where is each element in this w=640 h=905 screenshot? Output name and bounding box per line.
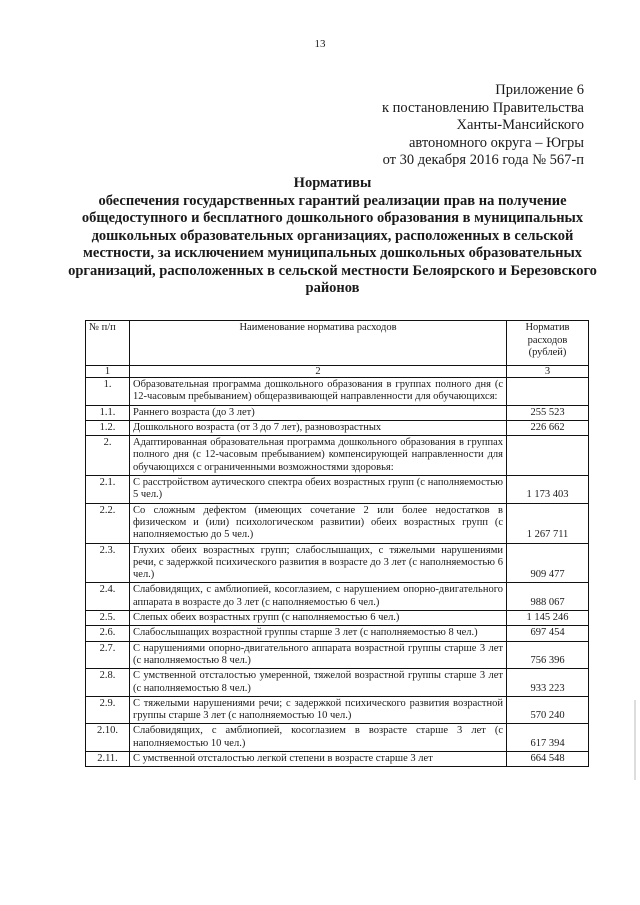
header-cell-name: Наименование норматива расходов — [130, 321, 507, 366]
table-row — [86, 405, 589, 420]
table-row — [86, 583, 589, 611]
annex-line: Ханты-Мансийского — [456, 117, 584, 133]
row-number-cell: 2.9. — [86, 696, 130, 724]
table-row — [86, 378, 589, 406]
row-name-cell: Со сложным дефектом (имеющих сочетание 2 или более недостатков в физическом и (или) психологическом развитии) обеих возрастных групп (с наполняемостью до 5 чел.) — [130, 503, 507, 543]
document-title — [60, 175, 605, 298]
row-number-cell: 2.8. — [86, 669, 130, 697]
row-name-cell: С тяжелыми нарушениями речи; с задержкой психического развития возрастной группы старше 3 лет (с наполняемостью 10 чел.) — [130, 696, 507, 724]
row-name-cell: Адаптированная образовательная программа дошкольного образования в группах полного дня (с 12-часовым пребыванием) компенсирующей направленности для обучающихся с ограниченными возможностями здоровья: — [130, 436, 507, 476]
row-name-cell: С нарушениями опорно-двигательного аппарата возрастной группы старше 3 лет (с наполняемостью 8 чел.) — [130, 641, 507, 669]
row-number-cell: 2.10. — [86, 724, 130, 752]
row-number-cell: 1.1. — [86, 405, 130, 420]
annex-block — [382, 82, 584, 170]
row-number-cell: 2.1. — [86, 476, 130, 504]
table-row — [86, 752, 589, 767]
scan-edge-mark — [634, 700, 636, 780]
row-number-cell: 1. — [86, 378, 130, 406]
index-cell: 2 — [130, 366, 507, 378]
row-number-cell: 2.5. — [86, 611, 130, 626]
row-value-cell: 664 548 — [507, 752, 589, 767]
row-name-cell: Раннего возраста (до 3 лет) — [130, 405, 507, 420]
row-name-cell: С умственной отсталостью легкой степени в возрасте старше 3 лет — [130, 752, 507, 767]
row-name-cell: С умственной отсталостью умеренной, тяжелой возрастной группы старше 3 лет (с наполняемостью 8 чел.) — [130, 669, 507, 697]
row-value-cell: 255 523 — [507, 405, 589, 420]
row-name-cell: Слабовидящих, с амблиопией, косоглазием в возрасте старше 3 лет (с наполняемостью 10 чел.) — [130, 724, 507, 752]
page-number: 13 — [314, 38, 326, 50]
table-row — [86, 611, 589, 626]
row-number-cell: 2.2. — [86, 503, 130, 543]
row-number-cell: 2.4. — [86, 583, 130, 611]
row-name-cell: Слепых обеих возрастных групп (с наполняемостью 6 чел.) — [130, 611, 507, 626]
row-value-cell — [507, 378, 589, 406]
row-name-cell: Образовательная программа дошкольного образования в группах полного дня (с 12-часовым пребыванием) общеразвивающей направленности для обучающихся: — [130, 378, 507, 406]
annex-line: Приложение 6 — [495, 82, 584, 98]
title-heading: Нормативы — [293, 175, 372, 191]
row-value-cell: 226 662 — [507, 420, 589, 435]
table-row — [86, 436, 589, 476]
row-name-cell: Глухих обеих возрастных групп; слабослышащих, с тяжелыми нарушениями речи, с задержкой психического развития в возрасте до 3 лет (с наполняемостью 6 чел.) — [130, 543, 507, 583]
row-value-cell: 933 223 — [507, 669, 589, 697]
row-value-cell: 617 394 — [507, 724, 589, 752]
norms-table — [85, 320, 589, 767]
row-value-cell: 1 145 246 — [507, 611, 589, 626]
table-index-row — [86, 366, 589, 378]
row-name-cell: С расстройством аутического спектра обеих возрастных групп (с наполняемостью 5 чел.) — [130, 476, 507, 504]
index-cell: 3 — [507, 366, 589, 378]
row-value-cell — [507, 436, 589, 476]
row-number-cell: 2. — [86, 436, 130, 476]
row-number-cell: 2.3. — [86, 543, 130, 583]
title-text: обеспечения государственных гарантий реализации прав на получение общедоступного и бесплатного дошкольного образования в муниципальных дошкольных образовательных организациях, расположенных в сельской местности, за исключением муниципальных дошкольных образовательных организаций, расположенных в сельской местности Белоярского и Березовского районов — [68, 192, 597, 296]
row-value-cell: 570 240 — [507, 696, 589, 724]
row-name-cell: Дошкольного возраста (от 3 до 7 лет), разновозрастных — [130, 420, 507, 435]
annex-line: автономного округа – Югры — [408, 134, 584, 151]
header-cell-value: Норматив расходов (рублей) — [507, 321, 589, 366]
table-row — [86, 696, 589, 724]
row-number-cell: 1.2. — [86, 420, 130, 435]
row-name-cell: Слабовидящих, с амблиопией, косоглазием, с нарушением опорно-двигательного аппарата в возрасте до 3 лет (с наполняемостью 6 чел.) — [130, 583, 507, 611]
index-cell: 1 — [86, 366, 130, 378]
annex-line: от 30 декабря 2016 года № 567-п — [382, 152, 584, 168]
annex-line: к постановлению Правительства — [382, 99, 584, 116]
row-value-cell: 988 067 — [507, 583, 589, 611]
table-row — [86, 503, 589, 543]
table-row — [86, 543, 589, 583]
table-row — [86, 641, 589, 669]
row-number-cell: 2.6. — [86, 626, 130, 641]
row-value-cell: 909 477 — [507, 543, 589, 583]
header-cell-number: № п/п — [86, 321, 130, 366]
table-row — [86, 724, 589, 752]
row-value-cell: 1 173 403 — [507, 476, 589, 504]
row-name-cell: Слабослышащих возрастной группы старше 3 лет (с наполняемостью 8 чел.) — [130, 626, 507, 641]
table-row — [86, 420, 589, 435]
row-value-cell: 756 396 — [507, 641, 589, 669]
row-number-cell: 2.7. — [86, 641, 130, 669]
table-row — [86, 669, 589, 697]
row-value-cell: 1 267 711 — [507, 503, 589, 543]
table-header-row — [86, 321, 589, 366]
table-row — [86, 626, 589, 641]
table-row — [86, 476, 589, 504]
row-value-cell: 697 454 — [507, 626, 589, 641]
row-number-cell: 2.11. — [86, 752, 130, 767]
